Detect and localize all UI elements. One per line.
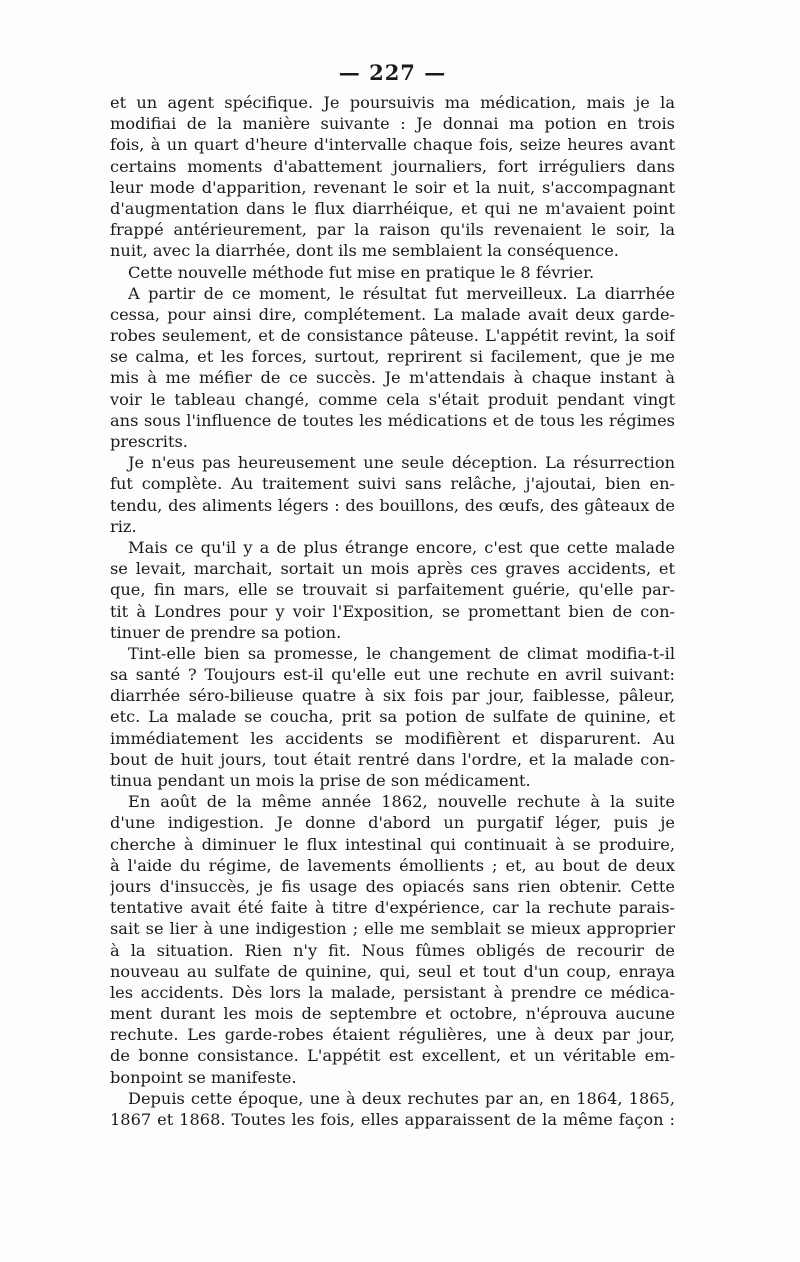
text-line: A partir de ce moment, le résultat fut merveilleux. La diarrhée (128, 283, 675, 303)
text-line: frappé antérieurement, par la raison qu'ils revenaient le soir, la (110, 220, 675, 240)
text-line: voir le tableau changé, comme cela s'était produit pendant vingt (110, 389, 675, 409)
text-line: En août de la même année 1862, nouvelle rechute à la suite (128, 792, 675, 812)
text-line: et un agent spécifique. Je poursuivis ma médication, mais je la (110, 93, 675, 112)
text-line: tit à Londres pour y voir l'Exposition, se promettant bien de con- (110, 601, 675, 621)
book-page (110, 58, 675, 1130)
text-line: tentative avait été faite à titre d'expérience, car la rechute parais- (110, 898, 675, 918)
text-line: ment durant les mois de septembre et octobre, n'éprouva aucune (110, 1004, 675, 1024)
text-line: jours d'insuccès, je fis usage des opiacés sans rien obtenir. Cette (110, 876, 675, 896)
text-line: tendu, des aliments légers : des bouillons, des œufs, des gâteaux de (110, 495, 675, 515)
text-line: sait se lier à une indigestion ; elle me semblait se mieux approprier (110, 919, 675, 939)
text-line: cessa, pour ainsi dire, complétement. La malade avait deux garde- (110, 304, 675, 324)
text-line: Mais ce qu'il y a de plus étrange encore, c'est que cette malade (128, 537, 675, 557)
text-line: robes seulement, et de consistance pâteuse. L'appétit revint, la soif (110, 326, 675, 346)
text-line: bout de huit jours, tout était rentré dans l'ordre, et la malade con- (110, 749, 675, 769)
text-line: immédiatement les accidents se modifièrent et disparurent. Au (110, 728, 675, 748)
text-line: de bonne consistance. L'appétit est excellent, et un véritable em- (110, 1046, 675, 1066)
text-line: ans sous l'influence de toutes les médications et de tous les régimes (110, 410, 675, 430)
body-text (110, 92, 675, 1130)
text-line: 1867 et 1868. Toutes les fois, elles apparaissent de la même façon : (110, 1110, 675, 1129)
text-line: d'une indigestion. Je donne d'abord un purgatif léger, puis je (110, 813, 675, 833)
page-number: — 227 — (338, 60, 447, 85)
text-line: à la situation. Rien n'y fit. Nous fûmes obligés de recourir de (110, 940, 675, 960)
text-line: les accidents. Dès lors la malade, persistant à prendre ce médica- (110, 982, 675, 1002)
text-line: certains moments d'abattement journaliers, fort irréguliers dans (110, 156, 675, 176)
text-line: nuit, avec la diarrhée, dont ils me semblaient la conséquence. (110, 241, 619, 261)
text-line: nouveau au sulfate de quinine, qui, seul et tout d'un coup, enraya (110, 961, 675, 981)
text-line: etc. La malade se coucha, prit sa potion de sulfate de quinine, et (110, 707, 675, 727)
text-line: fut complète. Au traitement suivi sans relâche, j'ajoutai, bien en- (110, 474, 675, 494)
text-line: diarrhée séro-bilieuse quatre à six fois par jour, faiblesse, pâleur, (110, 686, 675, 706)
text-line: tinua pendant un mois la prise de son médicament. (110, 771, 531, 790)
text-line: que, fin mars, elle se trouvait si parfaitement guérie, qu'elle par- (110, 580, 675, 600)
text-line: d'augmentation dans le flux diarrhéique, et qui ne m'avaient point (110, 198, 675, 218)
text-line: mis à me méfier de ce succès. Je m'attendais à chaque instant à (110, 368, 675, 388)
text-line: se levait, marchait, sortait un mois après ces graves accidents, et (110, 559, 675, 579)
text-line: se calma, et les forces, surtout, reprirent si facilement, que je me (110, 347, 675, 367)
text-line: riz. (110, 516, 137, 536)
text-line: modifiai de la manière suivante : Je donnai ma potion en trois (110, 114, 675, 134)
text-line: Depuis cette époque, une à deux rechutes par an, en 1864, 1865, (128, 1088, 675, 1108)
text-line: rechute. Les garde-robes étaient régulières, une à deux par jour, (110, 1025, 675, 1045)
text-line: bonpoint se manifeste. (110, 1067, 297, 1087)
text-line: à l'aide du régime, de lavements émollients ; et, au bout de deux (110, 855, 675, 875)
text-line: Tint-elle bien sa promesse, le changement de climat modifia-t-il (128, 643, 675, 663)
text-line: cherche à diminuer le flux intestinal qui continuait à se produire, (110, 834, 675, 854)
text-line: sa santé ? Toujours est-il qu'elle eut une rechute en avril suivant: (110, 665, 675, 685)
text-line: Je n'eus pas heureusement une seule déception. La résurrection (128, 453, 675, 473)
text-line: Cette nouvelle méthode fut mise en pratique le 8 février. (128, 262, 595, 282)
text-line: prescrits. (110, 432, 188, 451)
text-line: leur mode d'apparition, revenant le soir et la nuit, s'accompagnant (110, 177, 675, 197)
text-line: tinuer de prendre sa potion. (110, 622, 342, 642)
text-line: fois, à un quart d'heure d'intervalle chaque fois, seize heures avant (110, 135, 675, 155)
